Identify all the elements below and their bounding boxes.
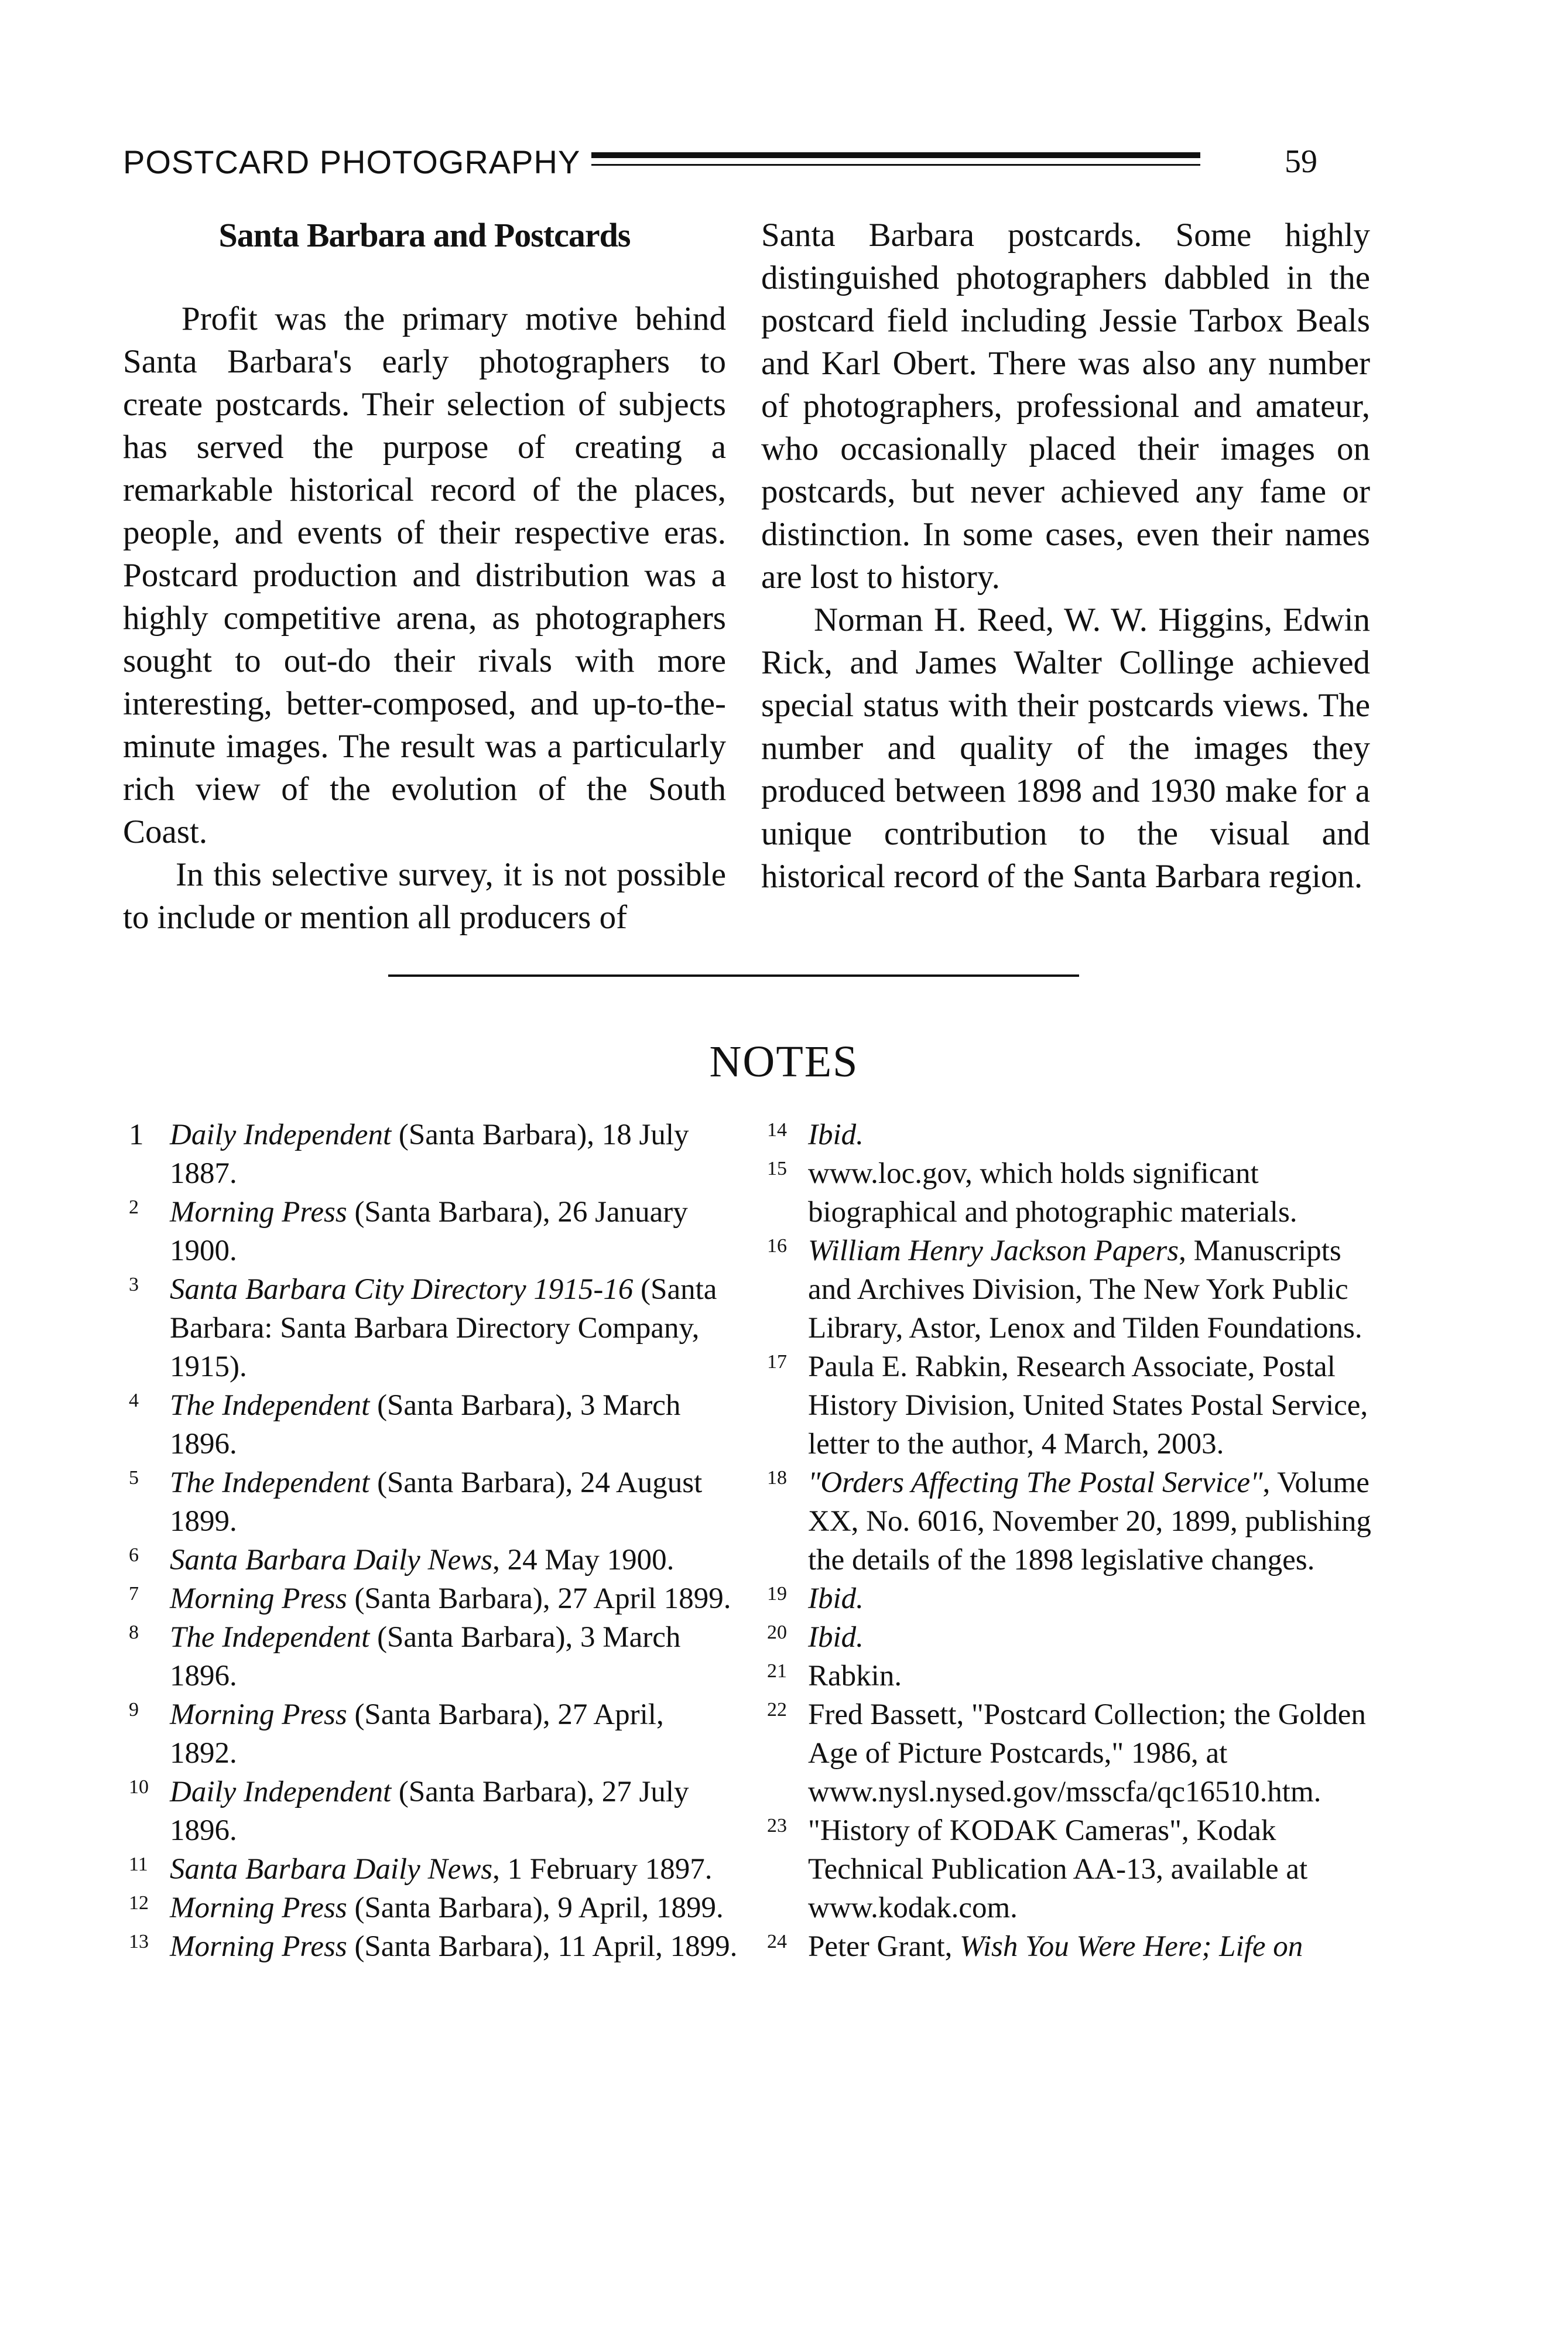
note-item <box>761 1579 1382 1618</box>
note-text: (Santa Barbara), 24 August 1899. <box>170 1466 703 1538</box>
note-item <box>123 1773 738 1850</box>
note-item <box>761 1116 1382 1154</box>
note-item <box>761 1463 1382 1579</box>
note-item <box>123 1386 738 1463</box>
note-text: , Volume XX, No. 6016, November 20, 1899, publishing the details of the 1898 legislative changes. <box>808 1466 1371 1576</box>
note-text: (Santa Barbara), 18 July 1887. <box>170 1119 689 1190</box>
note-number: 15 <box>767 1158 787 1179</box>
note-number: 11 <box>129 1853 148 1875</box>
note-italic-after: Wish You Were Here; Life on <box>960 1930 1303 1963</box>
note-text: (Santa Barbara), 11 April, 1899. <box>347 1930 738 1963</box>
article-column-right <box>761 214 1370 898</box>
note-item <box>761 1154 1382 1232</box>
note-italic: Santa Barbara City Directory 1915-16 <box>170 1273 634 1306</box>
note-item <box>761 1232 1382 1348</box>
note-number: 13 <box>129 1931 149 1952</box>
note-text: "History of KODAK Cameras", Kodak Technical Publication AA-13, available at www.kodak.com. <box>808 1814 1308 1924</box>
note-number: 6 <box>129 1544 139 1566</box>
note-italic: "Orders Affecting The Postal Service" <box>808 1466 1263 1499</box>
notes-column-left <box>123 1116 738 1966</box>
running-head-rule-thick <box>591 152 1200 158</box>
note-italic: Daily Independent <box>170 1119 392 1151</box>
note-item <box>123 1116 738 1193</box>
note-text: , 1 February 1897. <box>492 1853 713 1886</box>
note-number: 18 <box>767 1467 787 1489</box>
note-number: 8 <box>129 1622 139 1643</box>
note-text: (Santa Barbara), 3 March 1896. <box>170 1621 681 1692</box>
note-number: 7 <box>129 1583 139 1605</box>
section-divider <box>388 974 1079 977</box>
note-item <box>123 1541 738 1579</box>
paragraph: Profit was the primary motive behind Santa Barbara's early photographers to create postcards. Their selection of subjects has served the purpose of creating a remarkable historical record of the places, people, and events of their respective eras. Postcard production and distribution was a highly competitive arena, as photographers sought to out-do their rivals with more interesting, better-composed, and up-to-the-minute images. The result was a particularly rich view of the evolution of the South Coast. <box>123 300 726 850</box>
note-text: (Santa Barbara), 3 March 1896. <box>170 1389 681 1461</box>
note-text: , 24 May 1900. <box>492 1544 675 1576</box>
note-italic: Morning Press <box>170 1930 347 1963</box>
note-number: 20 <box>767 1622 787 1643</box>
note-italic: The Independent <box>170 1389 370 1422</box>
note-number: 21 <box>767 1660 787 1682</box>
note-item <box>123 1193 738 1270</box>
notes-heading: NOTES <box>709 1037 859 1086</box>
note-italic: Santa Barbara Daily News <box>170 1853 493 1886</box>
note-item <box>123 1927 738 1966</box>
note-text: (Santa Barbara: Santa Barbara Directory Company, 1915). <box>170 1273 717 1383</box>
note-text: , Manuscripts and Archives Division, The New York Public Library, Astor, Lenox and Tilden Foundations. <box>808 1234 1362 1345</box>
note-text: Peter Grant, <box>808 1930 960 1963</box>
note-item <box>123 1618 738 1695</box>
note-number: 4 <box>129 1390 139 1411</box>
note-italic: Daily Independent <box>170 1776 392 1808</box>
note-number: 1 <box>129 1119 144 1151</box>
note-italic: Morning Press <box>170 1892 347 1924</box>
note-text: (Santa Barbara), 26 January 1900. <box>170 1196 688 1267</box>
note-italic: Morning Press <box>170 1196 347 1229</box>
note-number: 9 <box>129 1699 139 1721</box>
note-number: 24 <box>767 1931 787 1952</box>
note-text: (Santa Barbara), 27 April 1899. <box>347 1582 731 1615</box>
note-number: 16 <box>767 1235 787 1257</box>
note-item <box>123 1850 738 1889</box>
note-item <box>761 1657 1382 1695</box>
note-text: (Santa Barbara), 27 April, 1892. <box>170 1698 664 1770</box>
note-number: 22 <box>767 1699 787 1721</box>
article-column-left <box>123 214 726 939</box>
note-italic: Ibid. <box>808 1119 864 1151</box>
section-heading: Santa Barbara and Postcards <box>218 216 631 254</box>
paragraph: Santa Barbara postcards. Some highly distinguished photographers dabbled in the postcard field including Jessie Tarbox Beals and Karl Obert. There was also any number of photographers, professional and amateur, who occasionally placed their images on postcards, but never achieved any fame or distinction. In some cases, even their names are lost to history. <box>761 217 1370 596</box>
note-italic: Santa Barbara Daily News <box>170 1544 493 1576</box>
note-number: 10 <box>129 1776 149 1798</box>
note-item <box>123 1695 738 1773</box>
note-italic: Ibid. <box>808 1621 864 1654</box>
note-item <box>761 1811 1382 1927</box>
note-italic: Ibid. <box>808 1582 864 1615</box>
note-number: 14 <box>767 1119 787 1141</box>
note-text: (Santa Barbara), 27 July 1896. <box>170 1776 689 1847</box>
note-number: 17 <box>767 1351 787 1373</box>
running-head-rule-thin <box>591 164 1200 166</box>
note-number: 2 <box>129 1196 139 1218</box>
note-item <box>123 1579 738 1618</box>
note-number: 3 <box>129 1274 139 1295</box>
note-italic: Morning Press <box>170 1698 347 1731</box>
note-number: 19 <box>767 1583 787 1605</box>
note-text: Paula E. Rabkin, Research Associate, Postal History Division, United States Postal Service, letter to the author, 4 March, 2003. <box>808 1350 1368 1461</box>
note-text: Fred Bassett, "Postcard Collection; the Golden Age of Picture Postcards," 1986, at www.nysl.nysed.gov/msscfa/qc16510.htm. <box>808 1698 1366 1808</box>
note-text: www.loc.gov, which holds significant biographical and photographic materials. <box>808 1157 1297 1229</box>
note-italic: Morning Press <box>170 1582 347 1615</box>
paragraph: Norman H. Reed, W. W. Higgins, Edwin Rick, and James Walter Collinge achieved special status with their postcards views. The number and quality of the images they produced between 1898 and 1930 make for a unique contribution to the visual and historical record of the Santa Barbara region. <box>761 601 1370 895</box>
page-number: 59 <box>1285 143 1317 180</box>
note-text: Rabkin. <box>808 1660 902 1692</box>
note-number: 23 <box>767 1815 787 1837</box>
note-number: 12 <box>129 1892 149 1914</box>
note-item <box>123 1270 738 1386</box>
note-italic: The Independent <box>170 1466 370 1499</box>
note-item <box>123 1463 738 1541</box>
note-item <box>761 1927 1382 1966</box>
note-item <box>761 1618 1382 1657</box>
running-head-title: POSTCARD PHOTOGRAPHY <box>123 143 581 180</box>
note-item <box>761 1348 1382 1463</box>
note-text: (Santa Barbara), 9 April, 1899. <box>347 1892 724 1924</box>
paragraph: In this selective survey, it is not possible to include or mention all producers of <box>123 856 726 936</box>
note-item <box>761 1695 1382 1811</box>
note-italic: The Independent <box>170 1621 370 1654</box>
running-head <box>123 138 1317 185</box>
note-italic: William Henry Jackson Papers <box>808 1234 1179 1267</box>
note-number: 5 <box>129 1467 139 1489</box>
note-item <box>123 1889 738 1927</box>
notes-column-right <box>761 1116 1382 1966</box>
